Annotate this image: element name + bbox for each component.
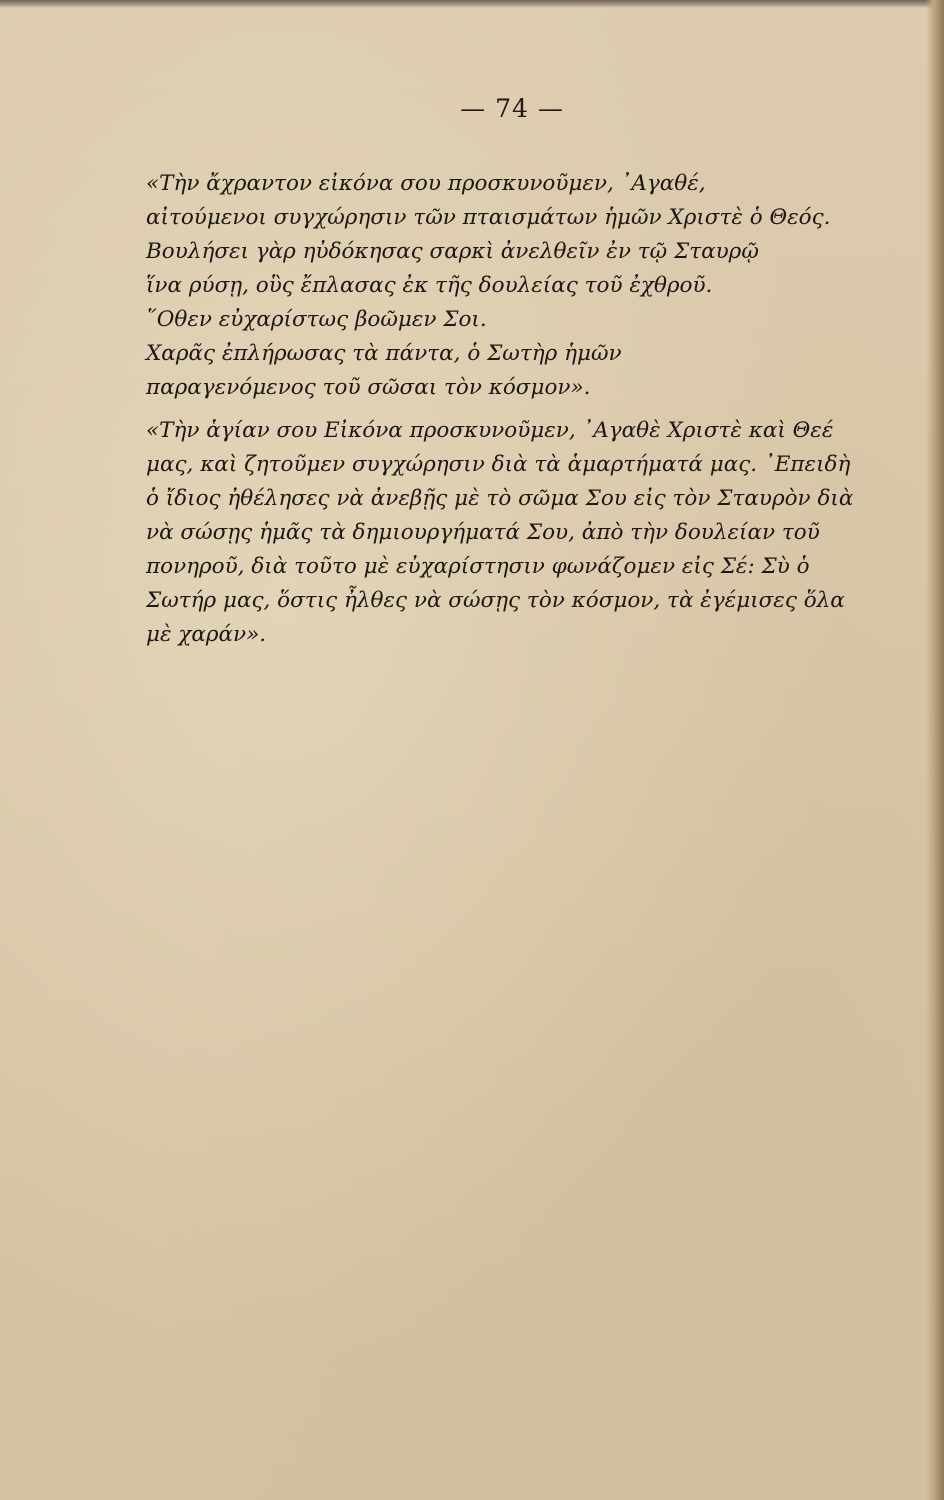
text-line: νὰ σώσῃς ἡμᾶς τὰ δημιουργήματά Σου, ἀπὸ τὴν δουλείαν τοῦ: [146, 520, 820, 545]
text-line: Σωτήρ μας, ὅστις ἦλθες νὰ σώσῃς τὸν κόσμον, τὰ ἐγέμισες ὅλα: [146, 588, 845, 613]
page-number: — 74 —: [460, 94, 564, 123]
text-line: παραγενόμενος τοῦ σῶσαι τὸν κόσμον».: [146, 375, 591, 400]
text-line: αἰτούμενοι συγχώρησιν τῶν πταισμάτων ἡμῶν Χριστὲ ὁ Θεός.: [146, 205, 831, 230]
page-right-edge: [926, 0, 944, 1500]
text-line: Βουλήσει γὰρ ηὐδόκησας σαρκὶ ἀνελθεῖν ἐν τῷ Σταυρῷ: [146, 239, 759, 264]
text-line: μας, καὶ ζητοῦμεν συγχώρησιν διὰ τὰ ἁμαρτήματά μας. ᾿Επειδὴ: [146, 452, 851, 477]
text-line: «Τὴν ἁγίαν σου Εἰκόνα προσκυνοῦμεν, ᾿Αγαθὲ Χριστὲ καὶ Θεέ: [146, 418, 834, 443]
prayer-paragraph-2: [146, 414, 912, 652]
text-line: πονηροῦ, διὰ τοῦτο μὲ εὐχαρίστησιν φωνάζομεν εἰς Σέ: Σὺ ὁ: [146, 554, 810, 579]
text-line: «Τὴν ἄχραντον εἰκόνα σου προσκυνοῦμεν, ᾿Αγαθέ,: [146, 171, 706, 196]
text-line: ἵνα ρύσῃ, οὓς ἔπλασας ἐκ τῆς δουλείας τοῦ ἐχθροῦ.: [146, 273, 713, 298]
text-line: ὁ ἴδιος ἠθέλησες νὰ ἀνεβῇς μὲ τὸ σῶμα Σου εἰς τὸν Σταυρὸν διὰ: [146, 486, 854, 511]
text-line: Χαρᾶς ἐπλήρωσας τὰ πάντα, ὁ Σωτὴρ ἡμῶν: [146, 341, 622, 366]
text-line: μὲ χαράν».: [146, 622, 267, 647]
page-top-edge: [0, 0, 944, 8]
text-line: ῞Οθεν εὐχαρίστως βοῶμεν Σοι.: [146, 307, 487, 332]
prayer-paragraph-1: [146, 167, 912, 405]
